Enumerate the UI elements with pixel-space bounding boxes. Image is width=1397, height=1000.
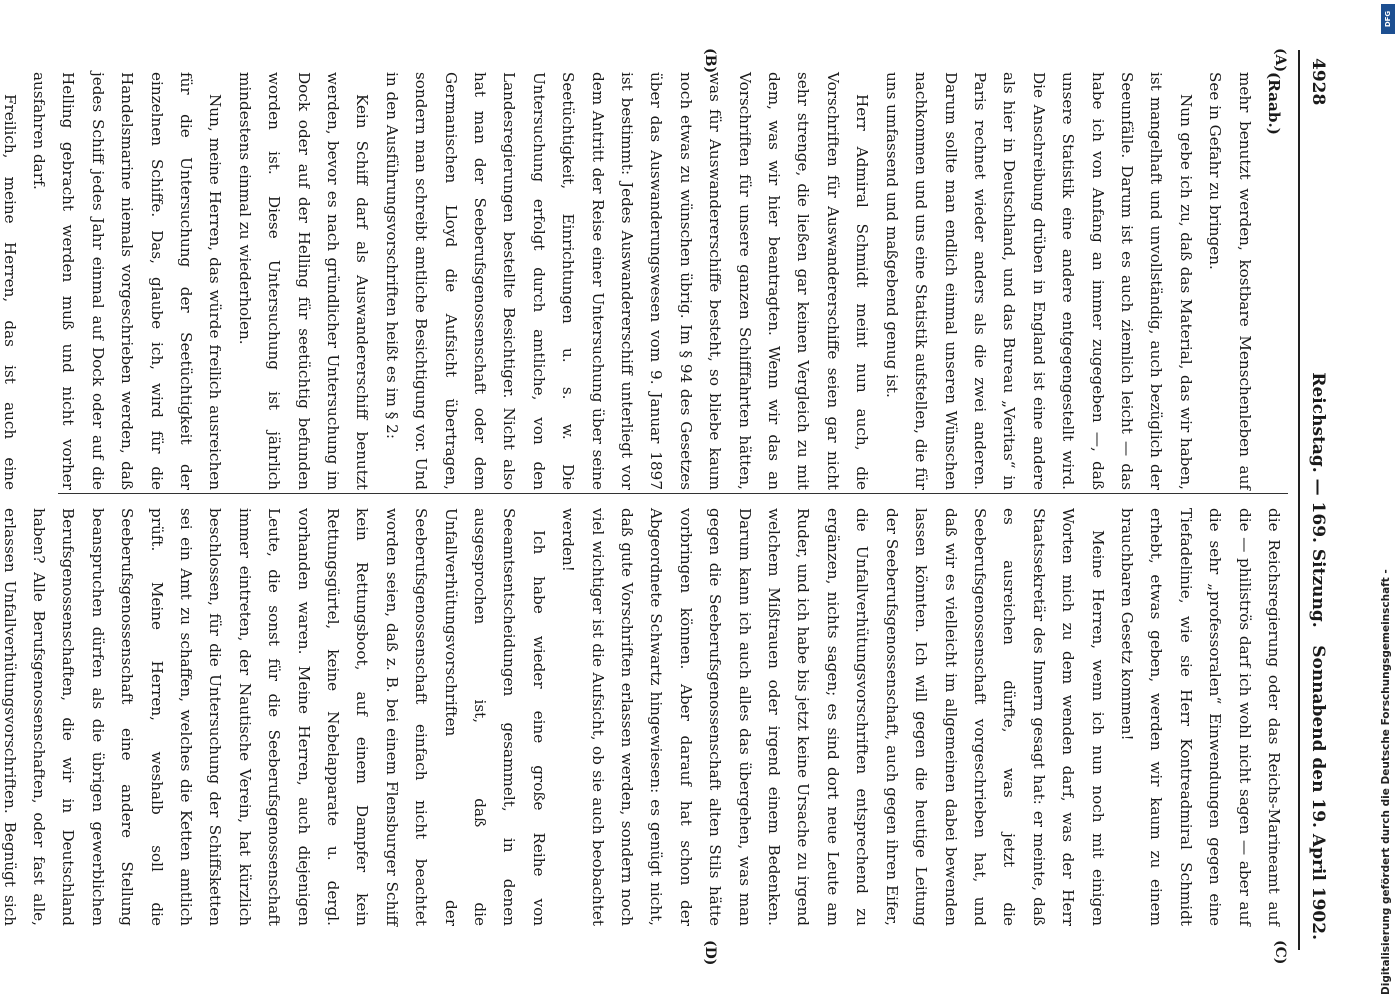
paragraph: Meine Herren, wenn ich nun noch mit einigen Worten mich zu dem wenden darf, was der Herr Staatssekretär des Innern gesagt hat: er meinte, daß es ausreichen dürfte, was jetzt die Seeberufsgenossenschaft vorgeschrieben hat, und daß wir es vielleicht im allgemeinen dabei bewenden lassen könnten. Ich will gegen die heutige Leitung der Seeberufsgenossenschaft, auch gegen ihren Eifer, die Unfallverhütungsvorschriften entsprechend zu ergänzen, nichts sagen; es sind dort neue Leute am Ruder, und ich habe bis jetzt keine Ursache zu irgend welchem Mißtrauen oder irgend einem Bedenken. Darum kann ich auch alles das übergehen, was man gegen die Seeberufsgenossenschaft alten Stils hätte vorbringen können. Aber darauf hat schon der Abgeordnete Schwartz hingewiesen: es genügt nicht, daß gute Vorschriften erlassen werden, sondern noch viel wichtiger ist die Aufsicht, ob sie auch beobachtet werden! bbox=[559, 508, 1107, 926]
paragraph: mehr benutzt werden, kostbare Menschenleben auf See in Gefahr zu bringen. bbox=[1206, 72, 1254, 490]
paragraph: Nun, meine Herren, das würde freilich ausreichen für die Untersuchung der Seetüchtigkeit der einzelnen Schiffe. Das, glaube ich, wird für die Handelsmarine niemals vorgeschrieben werden, daß jedes Schiff jedes Jahr einmal auf Dock oder auf die Helling gebracht werden muß und nicht vorher ausfahren darf. bbox=[29, 72, 225, 490]
margin-mark-b: (B) bbox=[702, 48, 718, 74]
digitization-note: Digitalisierung gefördert durch die Deutsche Forschungsgemeinschaft - bbox=[1380, 569, 1392, 995]
rotated-document bbox=[0, 48, 1340, 966]
left-column bbox=[0, 72, 1288, 490]
margin-mark-c: (C) bbox=[1272, 940, 1288, 965]
paragraph: Nun gebe ich zu, daß das Material, das wir haben, ist mangelhaft und unvollständig, auch bezüglich der Seeunfälle. Darum ist es auch ziemlich leicht — das habe ich von Anfang an immer zugegeben —, daß unsere Statistik eine andere entgegengestellt wird. Die Anschreibung drüben in England ist eine andere als hier in Deutschland, und das Bureau „Veritas“ in Paris rechnet wieder anders als die zwei anderen. Darum sollte man endlich einmal unseren Wünschen nachkommen und uns eine Statistik aufstellen, die für uns umfassend und maßgebend genug ist. bbox=[882, 72, 1195, 490]
column-divider bbox=[58, 493, 1288, 494]
header-rule bbox=[1298, 50, 1300, 950]
margin-mark-a: (A) bbox=[1272, 48, 1288, 73]
quote-paragraph: Kein Schiff darf als Auswandererschiff benutzt werden, bevor es nach gründlicher Untersuchung im Dock oder auf der Helling für seetüchtig befunden worden ist. Diese Untersuchung ist jährlich mindestens einmal zu wiederholen. bbox=[235, 72, 372, 490]
margin-mark-d: (D) bbox=[702, 940, 718, 966]
page-number: 4928 bbox=[1308, 58, 1328, 106]
right-column bbox=[0, 508, 1288, 926]
dfg-logo bbox=[1381, 4, 1395, 34]
session-title: Reichstag. — 169. Sitzung. bbox=[1308, 372, 1328, 628]
paragraph: Ich habe wieder eine große Reihe von Seeamtsentscheidungen gesammelt, in denen ausgesprochen ist, daß die Unfallverhütungsvorschriften der Seeberufsgenossenschaft einfach nicht beachtet worden seien, daß z. B. bei einem Flensburger Schiff kein Rettungsboot, auf einem Dampfer kein Rettungsgürtel, keine Nebelapparate u. dergl. vorhanden waren. Meine Herren, auch diejenigen Leute, die sonst für die Seeberufsgenossenschaft immer eintreten, der Nautische Verein, hat kürzlich beschlossen, für die Untersuchung der Schiffsketten sei ein Amt zu schaffen, welches die Ketten amtlich prüft. Meine Herren, weshalb soll die Seeberufsgenossenschaft eine andere Stellung beanspruchen dürfen als die übrigen gewerblichen Berufsgenossenschaften, die wir in Deutschland haben? Alle Berufsgenossenschaften, oder fast alle, erlassen Unfallverhütungsvorschriften. Begnügt sich bbox=[0, 508, 548, 926]
speaker-label: (Raab.) bbox=[1265, 72, 1283, 135]
session-date: Sonnabend den 19. April 1902. bbox=[1308, 645, 1328, 940]
paragraph: die Reichsregierung oder das Reichs-Marineamt auf die — philiströs darf ich wohl nicht sagen — aber auf die sehr „professoralen“ Einwendungen gegen eine Tiefadelinie, wie sie Herr Kontreadmiral Schmidt erhebt, etwas geben, werden wir kaum zu einem brauchbaren Gesetz kommen! bbox=[1117, 508, 1283, 926]
page-header bbox=[1302, 50, 1328, 950]
paragraph: Herr Admiral Schmidt meint nun auch, die Vorschriften für Auswandererschiffe seien gar nicht sehr strenge, die ließen gar keinen Vergleich zu mit dem, was wir hier beantragten. Wenn wir das an Vorschriften für unsere ganzen Schifffahrten hätten, was für Auswandererschiffe besteht, so bliebe kaum noch etwas zu wünschen übrig. Im § 94 des Gesetzes über das Auswanderungswesen vom 9. Januar 1897 ist bestimmt: Jedes Auswandererschiff unterliegt vor dem Antritt der Reise einer Untersuchung über seine Seetüchtigkeit, Einrichtungen u. s. w. Die Untersuchung erfolgt durch amtliche, von den Landesregierungen bestellte Besichtiger. Nicht also hat man der Seeberufsgenossenschaft oder dem Germanischen Lloyd die Aufsicht übertragen, sondern man schreibt amtliche Besichtigung vor. Und in den Ausführungsvorschriften heißt es im § 2: bbox=[382, 72, 872, 490]
paragraph: Freilich, meine Herren, das ist auch eine bbox=[0, 94, 19, 490]
dfg-logo-text: DFG bbox=[1384, 10, 1392, 28]
